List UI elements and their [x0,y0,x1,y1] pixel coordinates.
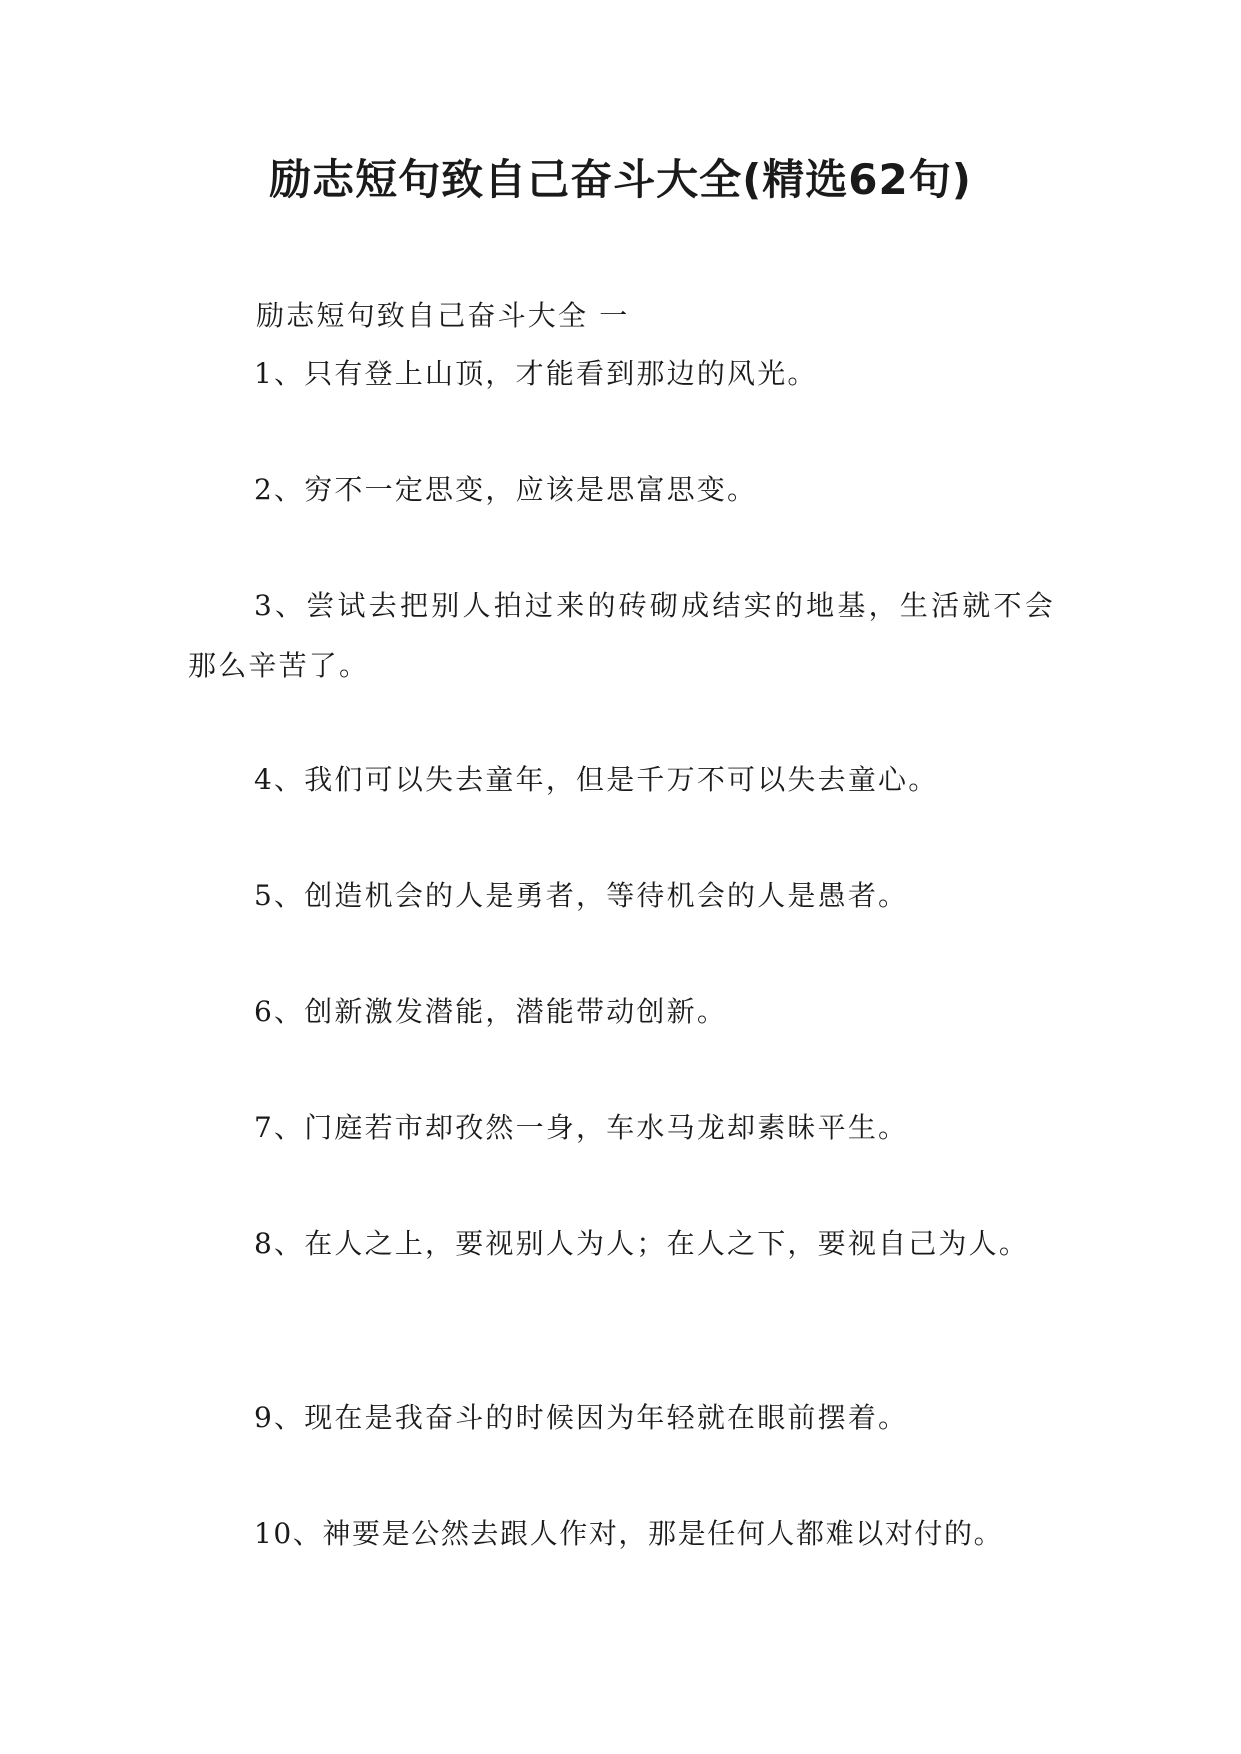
paragraph-10: 10、神要是公然去跟人作对，那是任何人都难以对付的。 [254,1517,1004,1550]
paragraph-6: 6、创新激发潜能，潜能带动创新。 [254,995,728,1028]
paragraph-9: 9、现在是我奋斗的时候因为年轻就在眼前摆着。 [254,1401,909,1434]
paragraph-3: 3、尝试去把别人拍过来的砖砌成结实的地基，生活就不会那么辛苦了。 [188,589,1055,682]
document-title: 励志短句致自己奋斗大全(精选62句) [269,155,972,204]
paragraph-1: 1、只有登上山顶，才能看到那边的风光。 [254,357,818,390]
paragraph-2: 2、穷不一定思变，应该是思富思变。 [254,473,758,506]
paragraph-5: 5、创造机会的人是勇者，等待机会的人是愚者。 [254,879,909,912]
section-heading: 励志短句致自己奋斗大全 一 [256,299,630,332]
paragraph-4: 4、我们可以失去童年，但是千万不可以失去童心。 [254,763,939,796]
paragraph-7: 7、门庭若市却孜然一身，车水马龙却素昧平生。 [254,1111,909,1144]
paragraph-8: 8、在人之上，要视别人为人；在人之下，要视自己为人。 [254,1227,1030,1260]
